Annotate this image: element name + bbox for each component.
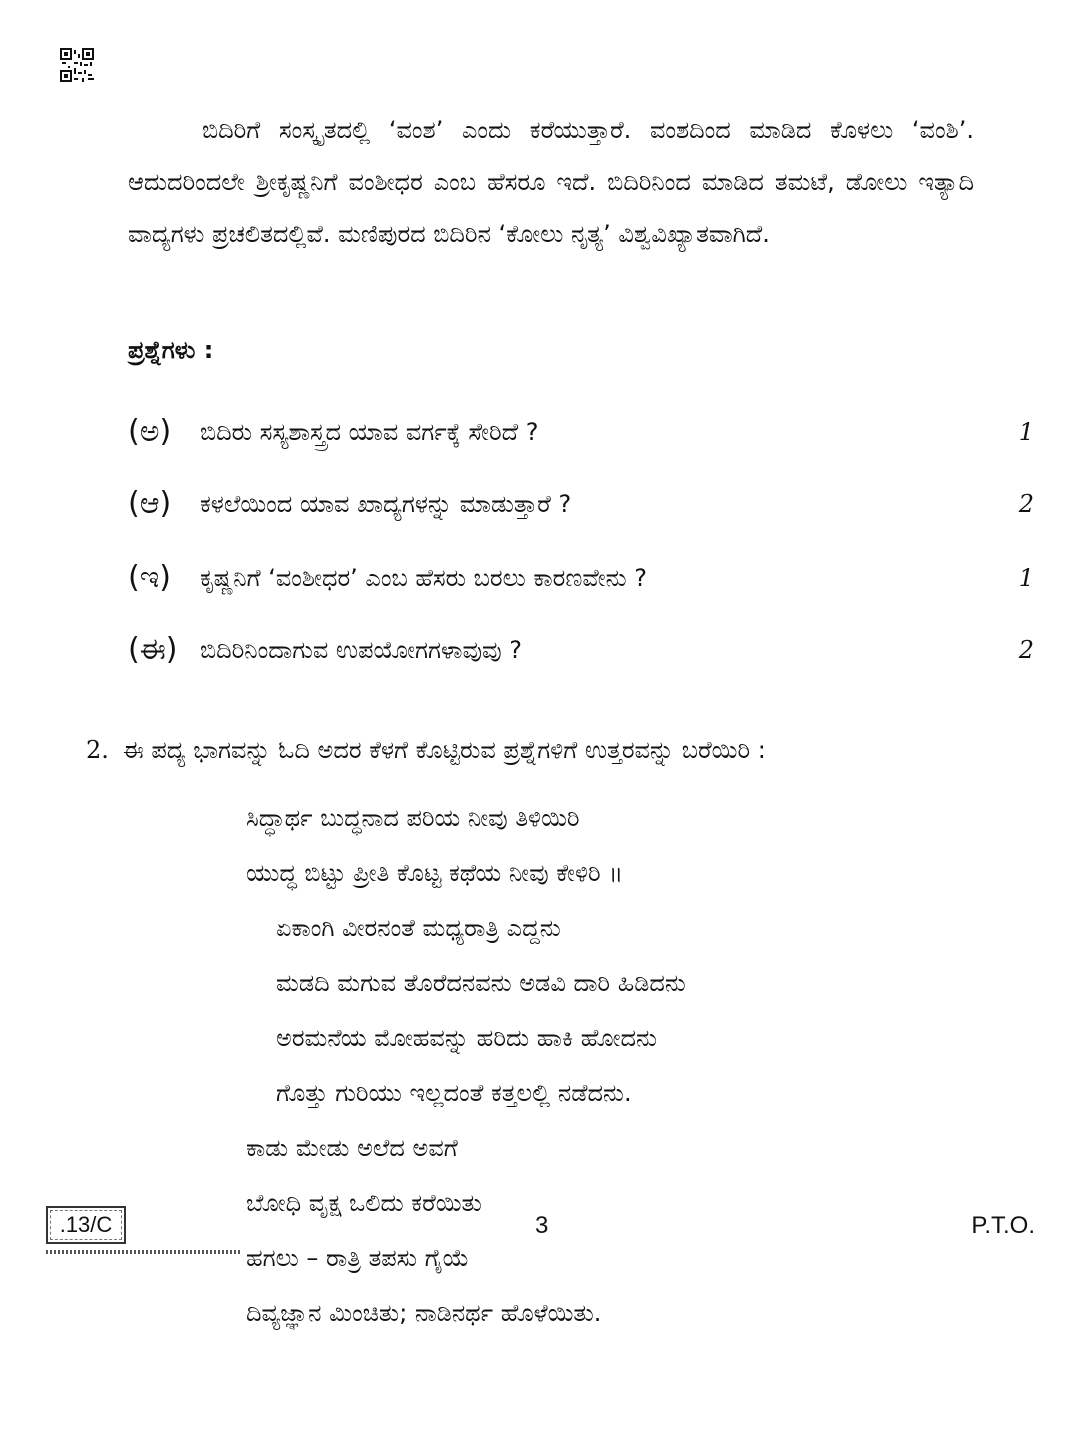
poem-line: ಮಡದಿ ಮಗುವ ತೊರೆದನವನು ಅಡವಿ ದಾರಿ ಹಿಡಿದನು [276, 969, 686, 997]
question-2-number: 2. [86, 736, 109, 764]
passage-paragraph: ಬಿದಿರಿಗೆ ಸಂಸ್ಕೃತದಲ್ಲಿ ‘ವಂಶ’ ಎಂದು ಕರೆಯುತ್ತಾರೆ. ವಂಶದಿಂದ ಮಾಡಿದ ಕೊಳಲು ‘ವಂಶಿ’. ಆದುದರಿಂದಲೇ ಶ್ರೀಕೃಷ್ಣನಿಗೆ ವಂಶೀಧರ ಎಂಬ ಹೆಸರೂ ಇದೆ. ಬಿದಿರಿನಿಂದ ಮಾಡಿದ ತಮಟೆ, ಡೋಲು ಇತ್ಯಾದಿ ವಾದ್ಯಗಳು ಪ್ರಚಲಿತದಲ್ಲಿವೆ. ಮಣಿಪುರದ ಬಿದಿರಿನ ‘ಕೋಲು ನೃತ್ಯ’ ವಿಶ್ವವಿಖ್ಯಾತವಾಗಿದೆ. [128, 116, 974, 248]
questions-heading: ಪ್ರಶ್ನೆಗಳು : [128, 336, 214, 364]
poem-line: ಏಕಾಂಗಿ ವೀರನಂತೆ ಮಧ್ಯರಾತ್ರಿ ಎದ್ದನು [276, 914, 561, 942]
pto-text: P.T.O. [971, 1212, 1035, 1239]
paper-code-box [46, 1206, 126, 1244]
page-number: 3 [535, 1212, 549, 1239]
question-label: (ಅ) [128, 414, 172, 449]
question-row [128, 556, 1038, 600]
poem-line: ಅರಮನೆಯ ಮೋಹವನ್ನು ಹರಿದು ಹಾಕಿ ಹೋದನು [276, 1024, 658, 1052]
question-row [128, 410, 1038, 454]
question-label: (ಇ) [128, 560, 171, 595]
poem-line: ದಿವ್ಯಜ್ಞಾನ ಮಿಂಚಿತು; ನಾಡಿನರ್ಥ ಹೊಳೆಯಿತು. [246, 1299, 602, 1327]
question-label: (ಆ) [128, 486, 172, 521]
paper-code: .13/C [59, 1212, 113, 1237]
question-row [128, 482, 1038, 526]
question-marks: 1 [1018, 564, 1034, 592]
question-marks: 2 [1018, 490, 1034, 518]
question-2 [86, 730, 996, 770]
paper-code-border [50, 1210, 122, 1240]
poem-line: ಕಾಡು ಮೇಡು ಅಲೆದ ಅವಗೆ [246, 1134, 458, 1162]
poem-line: ಯುದ್ಧ ಬಿಟ್ಟು ಪ್ರೀತಿ ಕೊಟ್ಟ ಕಥೆಯ ನೀವು ಕೇಳಿರಿ ॥ [246, 859, 623, 887]
question-marks: 2 [1018, 636, 1034, 664]
poem-line: ಸಿದ್ಧಾರ್ಥ ಬುದ್ಧನಾದ ಪರಿಯ ನೀವು ತಿಳಿಯಿರಿ [246, 804, 580, 832]
question-text: ಕೃಷ್ಣನಿಗೆ ‘ವಂಶೀಧರ’ ಎಂಬ ಹೆಸರು ಬರಲು ಕಾರಣವೇನು ? [200, 564, 647, 592]
qr-code-icon [60, 48, 94, 82]
question-text: ಬಿದಿರು ಸಸ್ಯಶಾಸ್ತ್ರದ ಯಾವ ವರ್ಗಕ್ಕೆ ಸೇರಿದೆ ? [200, 418, 539, 446]
footer-dotted-strip [46, 1250, 240, 1254]
question-row [128, 628, 1038, 672]
question-text: ಬಿದಿರಿನಿಂದಾಗುವ ಉಪಯೋಗಗಳಾವುವು ? [200, 636, 522, 664]
poem-line: ಗೊತ್ತು ಗುರಿಯು ಇಲ್ಲದಂತೆ ಕತ್ತಲಲ್ಲಿ ನಡೆದನು. [276, 1079, 632, 1107]
question-marks: 1 [1018, 418, 1034, 446]
question-text: ಕಳಲೆಯಿಂದ ಯಾವ ಖಾದ್ಯಗಳನ್ನು ಮಾಡುತ್ತಾರೆ ? [200, 490, 572, 518]
question-label: (ಈ) [128, 632, 178, 667]
poem-line: ಬೋಧಿ ವೃಕ್ಷ ಒಲಿದು ಕರೆಯಿತು [246, 1189, 482, 1217]
question-2-text: ಈ ಪದ್ಯ ಭಾಗವನ್ನು ಓದಿ ಅದರ ಕೆಳಗೆ ಕೊಟ್ಟಿರುವ ಪ್ರಶ್ನೆಗಳಿಗೆ ಉತ್ತರವನ್ನು ಬರೆಯಿರಿ : [122, 736, 766, 764]
poem-line: ಹಗಲು – ರಾತ್ರಿ ತಪಸು ಗೈಯೆ [246, 1244, 470, 1272]
